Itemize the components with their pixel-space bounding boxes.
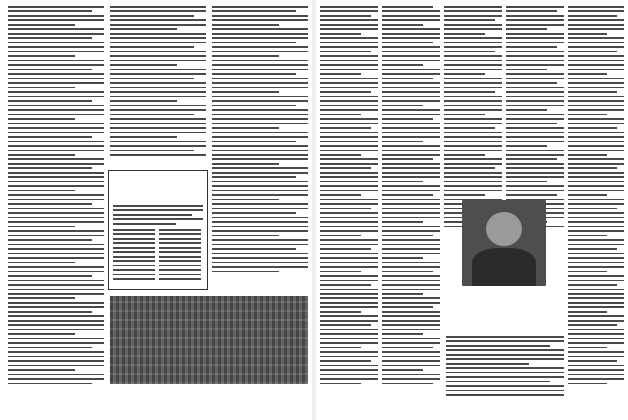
left-column-1 — [8, 6, 104, 398]
class-agent-portrait — [462, 200, 546, 286]
left-column-2 — [110, 6, 206, 166]
class-group-photo — [110, 296, 308, 384]
name-list-column-2 — [382, 6, 440, 398]
right-column-text — [568, 6, 624, 398]
class-notes-column — [446, 336, 564, 402]
name-list-column-1 — [320, 6, 378, 398]
fund-contributors-box — [108, 170, 208, 290]
right-page — [316, 0, 628, 420]
left-column-3 — [212, 6, 308, 292]
left-page — [0, 0, 312, 420]
